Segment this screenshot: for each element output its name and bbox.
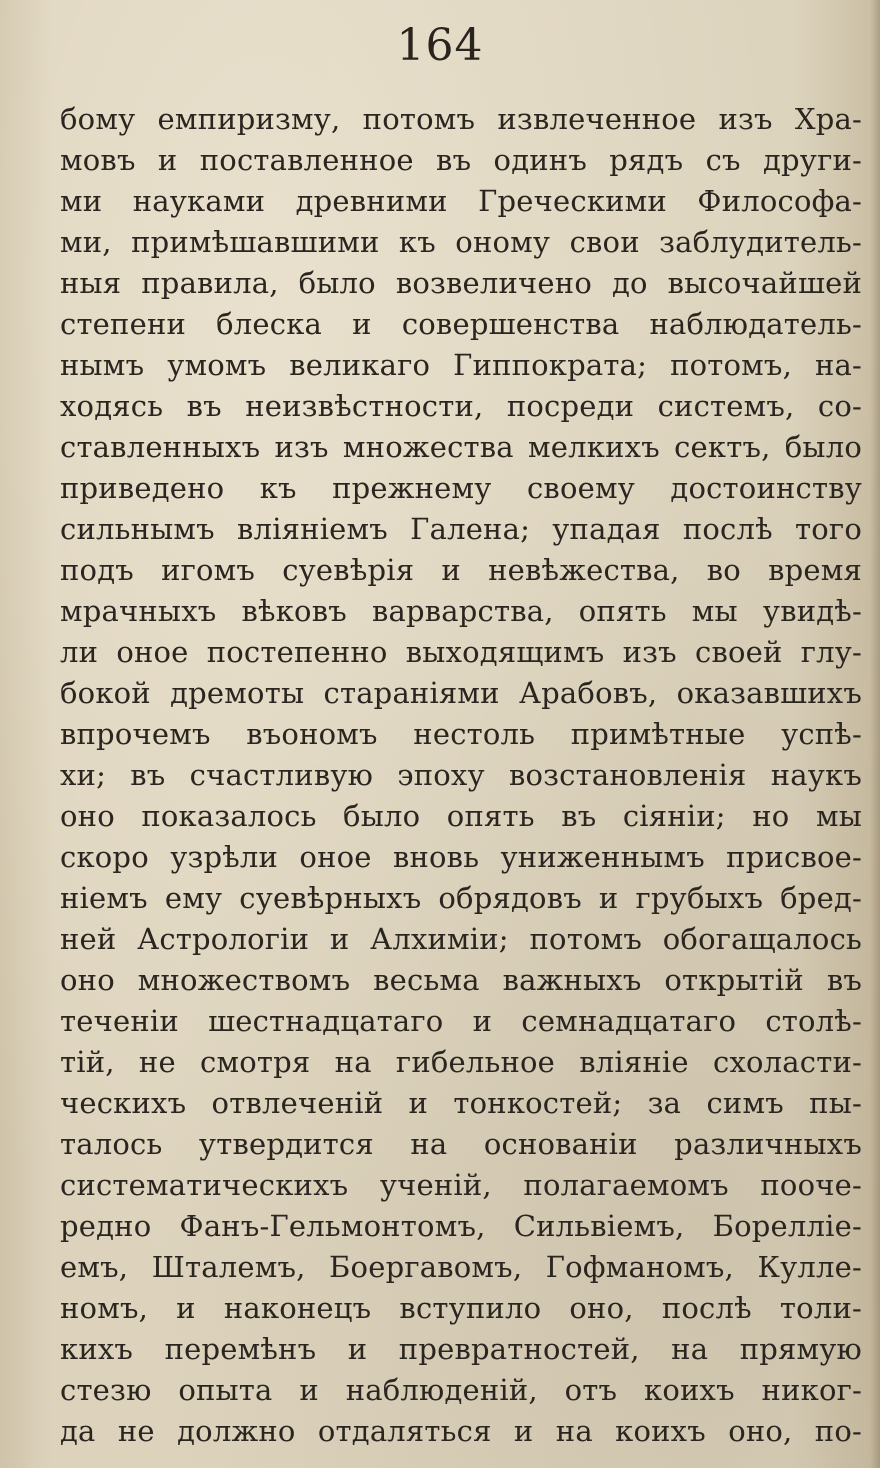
text-line: степени блеска и совершенства наблюдатель- [60, 307, 862, 341]
text-line: ли оное постепенно выходящимъ изъ своей глу- [60, 635, 862, 669]
text-line: бокой дремоты стараніями Арабовъ, оказавшихъ [60, 676, 862, 710]
text-line: тій, не смотря на гибельное вліяніе схоласти- [60, 1045, 862, 1079]
page-edge-shadow [870, 0, 880, 1468]
text-line: мрачныхъ вѣковъ варварства, опять мы увидѣ- [60, 594, 862, 628]
body-text [60, 99, 862, 1452]
text-line: стезю опыта и наблюденій, отъ коихъ никог- [60, 1373, 862, 1407]
text-line: оно показалось было опять въ сіяніи; но мы [60, 799, 862, 833]
text-line: номъ, и наконецъ вступило оно, послѣ толи- [60, 1291, 862, 1325]
text-line: редно Фанъ-Гельмонтомъ, Сильвіемъ, Борелліе- [60, 1209, 862, 1243]
text-line: оно множествомъ весьма важныхъ открытій въ [60, 963, 862, 997]
text-line: ходясь въ неизвѣстности, посреди системъ, со- [60, 389, 862, 423]
text-line: ми науками древними Греческими Философа- [60, 184, 862, 218]
text-line: скоро узрѣли оное вновь униженнымъ присвое- [60, 840, 862, 874]
text-line: систематическихъ ученій, полагаемомъ пооче- [60, 1168, 862, 1202]
text-line: да не должно отдаляться и на коихъ оно, по- [60, 1414, 862, 1448]
text-line: талось утвердится на основаніи различныхъ [60, 1127, 862, 1161]
text-line: приведено къ прежнему своему достоинству [60, 471, 862, 505]
text-line: бому емпиризму, потомъ извлеченное изъ Хра- [60, 102, 862, 136]
page-number: 164 [396, 20, 484, 71]
text-line: емъ, Шталемъ, Боергавомъ, Гофманомъ, Кулле- [60, 1250, 862, 1284]
text-line: мовъ и поставленное въ одинъ рядъ съ други- [60, 143, 862, 177]
text-line: ческихъ отвлеченій и тонкостей; за симъ пы- [60, 1086, 862, 1120]
text-line: подъ игомъ суевѣрія и невѣжества, во время [60, 553, 862, 587]
text-line: ми, примѣшавшими къ оному свои заблудитель- [60, 225, 862, 259]
text-line: нымъ умомъ великаго Гиппократа; потомъ, на- [60, 348, 862, 382]
text-line: кихъ перемѣнъ и превратностей, на прямую [60, 1332, 862, 1366]
text-line: ныя правила, было возвеличено до высочайшей [60, 266, 862, 300]
text-line: ставленныхъ изъ множества мелкихъ сектъ, было [60, 430, 862, 464]
text-line: ніемъ ему суевѣрныхъ обрядовъ и грубыхъ бред- [60, 881, 862, 915]
text-line: сильнымъ вліяніемъ Галена; упадая послѣ того [60, 512, 862, 546]
text-line: впрочемъ въономъ нестоль примѣтные успѣ- [60, 717, 862, 751]
text-line: ней Астрологіи и Алхиміи; потомъ обогащалось [60, 922, 862, 956]
text-line: теченіи шестнадцатаго и семнадцатаго столѣ- [60, 1004, 862, 1038]
text-line: хи; въ счастливую эпоху возстановленія наукъ [60, 758, 862, 792]
